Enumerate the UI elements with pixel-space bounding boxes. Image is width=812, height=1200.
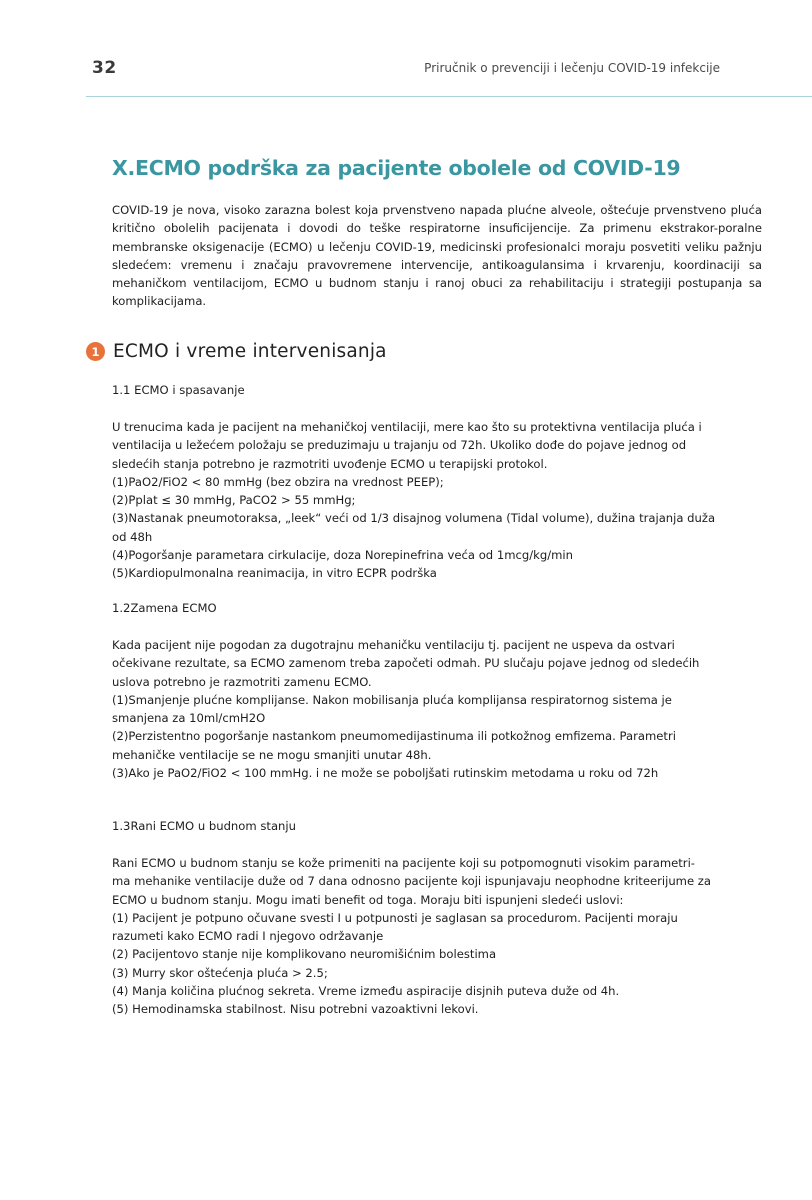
section-heading <box>86 341 387 362</box>
subsection-heading-1-3: 1.3Rani ECMO u budnom stanju <box>112 819 296 833</box>
list-item: mehaničke ventilacije se ne mogu smanjiti unutar 48h. <box>112 747 432 762</box>
section-number-badge: 1 <box>86 342 105 361</box>
body-line: ma mehanike ventilacije duže od 7 dana odnosno pacijente koji ispunjavaju neophodne kriteerijume za <box>112 874 711 889</box>
subsection-heading-1-2: 1.2Zamena ECMO <box>112 601 217 615</box>
subsection-heading-1-1: 1.1 ECMO i spasavanje <box>112 383 245 397</box>
list-item: od 48h <box>112 529 153 544</box>
list-item: (2)Pplat ≤ 30 mmHg, PaCO2 > 55 mmHg; <box>112 493 356 508</box>
body-line: Kada pacijent nije pogodan za dugotrajnu mehaničku ventilaciju tj. pacijent ne uspeva da ostvari <box>112 638 675 652</box>
body-line: sledećih stanja potrebno je razmotriti uvođenje ECMO u terapijski protokol. <box>112 456 548 471</box>
running-header-title: Priručnik o prevenciji i lečenju COVID-19 infekcije <box>424 61 720 75</box>
body-line: očekivane rezultate, sa ECMO zamenom treba započeti odmah. PU slučaju pojave jednog od sledećih <box>112 656 700 671</box>
list-item: smanjena za 10ml/cmH2O <box>112 711 266 726</box>
list-item: (3)Nastanak pneumotoraksa, „leek“ veći od 1/3 disajnog volumena (Tidal volume), dužina trajanja duža <box>112 511 716 526</box>
subsection-body-1-2 <box>112 636 762 782</box>
chapter-title: X.ECMO podrška za pacijente obolele od COVID-19 <box>112 156 681 180</box>
body-line: Rani ECMO u budnom stanju se kože primeniti na pacijente koji su potpomognuti visokim parametri- <box>112 856 695 870</box>
list-item: (3)Ako je PaO2/FiO2 < 100 mmHg. i ne može se poboljšati rutinskim metodama u roku od 72h <box>112 766 659 781</box>
intro-text: COVID-19 je nova, visoko zarazna bolest koja prvenstveno napada plućne alveole, oštećuje prvenstveno pluća kritično obolelih pacijenata i dovodi do teške respiratorne insuficijencije. Za primenu ekstrakor-poralne membranske oksigenacije (ECMO) u lečenju COVID-19, medicinski profesionalci moraju posvetiti veliku pažnju sledećem: vremenu i značaju pravovremene intervencije, antikoagulansima i krvarenju, koordinaciji sa mehaničkom ventilacijom, ECMO u budnom stanju i ranoj obuci za rehabilitaciju i strategiji postupanja sa komplikacijama. <box>112 203 762 309</box>
subsection-body-1-3 <box>112 854 762 1019</box>
list-item: (1) Pacijent je potpuno očuvane svesti I u potpunosti je saglasan sa procedurom. Pacijenti moraju <box>112 910 678 925</box>
page-number: 32 <box>92 58 117 78</box>
body-line: ECMO u budnom stanju. Mogu imati benefit od toga. Moraju biti ispunjeni sledeći uslovi: <box>112 892 624 907</box>
list-item: (2)Perzistentno pogoršanje nastankom pneumomedijastinuma ili potkožnog emfizema. Parametri <box>112 729 676 744</box>
list-item: (1)PaO2/FiO2 < 80 mmHg (bez obzira na vrednost PEEP); <box>112 474 444 489</box>
subsection-body-1-1 <box>112 418 762 583</box>
list-item: (5) Hemodinamska stabilnost. Nisu potrebni vazoaktivni lekovi. <box>112 1002 479 1017</box>
intro-paragraph <box>112 201 762 311</box>
section-title: ECMO i vreme intervenisanja <box>113 341 387 362</box>
list-item: (5)Kardiopulmonalna reanimacija, in vitro ECPR podrška <box>112 566 437 581</box>
list-item: (2) Pacijentovo stanje nije komplikovano neuromišićnim bolestima <box>112 947 497 962</box>
list-item: (3) Murry skor oštećenja pluća > 2.5; <box>112 965 328 980</box>
list-item: razumeti kako ECMO radi I njegovo održavanje <box>112 929 384 944</box>
list-item: (1)Smanjenje plućne komplijanse. Nakon mobilisanja pluća komplijansa respiratornog sistema je <box>112 692 672 707</box>
body-line: ventilacija u ležećem položaju se preduzimaju u trajanju od 72h. Ukoliko dođe do pojave jednog od <box>112 438 687 453</box>
header-divider <box>86 96 812 97</box>
body-line: U trenucima kada je pacijent na mehaničkoj ventilaciji, mere kao što su protektivna ventilacija pluća i <box>112 420 702 434</box>
list-item: (4)Pogoršanje parametara cirkulacije, doza Norepinefrina veća od 1mcg/kg/min <box>112 548 573 563</box>
body-line: uslova potrebno je razmotriti zamenu ECMO. <box>112 674 372 689</box>
list-item: (4) Manja količina plućnog sekreta. Vreme između aspiracije disjnih puteva duže od 4h. <box>112 984 620 999</box>
